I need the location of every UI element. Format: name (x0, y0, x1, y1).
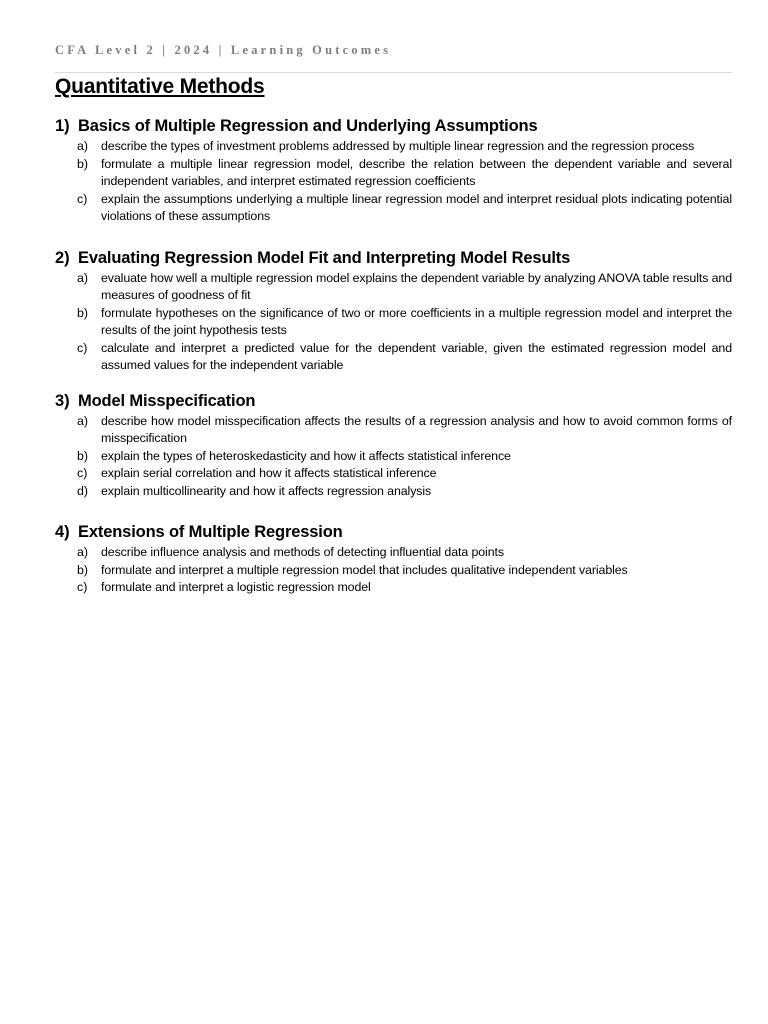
item-marker: c) (77, 191, 88, 206)
item-text: formulate hypotheses on the significance of two or more coefficients in a multiple regression model and interpret the results of the joint hypothesis tests (101, 305, 732, 337)
list-item (55, 138, 732, 156)
list-item (55, 544, 732, 562)
item-text: formulate and interpret a multiple regression model that includes qualitative independent variables (101, 562, 628, 577)
sections-list (55, 116, 732, 613)
item-marker: c) (77, 466, 88, 480)
outcome-list (55, 413, 732, 501)
item-text: calculate and interpret a predicted value for the dependent variable, given the estimated regression model and assumed values for the independent variable (101, 340, 732, 372)
section-number: 1) (55, 117, 70, 135)
list-item (55, 448, 732, 466)
section-number: 2) (55, 248, 70, 267)
list-item (55, 270, 732, 305)
item-marker: c) (77, 340, 88, 355)
item-text: describe the types of investment problems addressed by multiple linear regression and the regression process (101, 139, 695, 153)
running-header: CFA Level 2 | 2024 | Learning Outcomes (55, 43, 392, 57)
list-item (55, 340, 732, 375)
item-marker: b) (77, 562, 89, 577)
section-number: 3) (55, 391, 70, 410)
outcome-list (55, 270, 732, 375)
item-marker: d) (77, 483, 89, 498)
page-title: Quantitative Methods (55, 75, 265, 98)
item-marker: b) (77, 305, 89, 320)
list-item (55, 579, 732, 597)
item-text: explain serial correlation and how it affects statistical inference (101, 466, 437, 480)
list-item (55, 413, 732, 448)
section-title: Extensions of Multiple Regression (78, 523, 343, 541)
list-item (55, 191, 732, 226)
item-text: evaluate how well a multiple regression model explains the dependent variable by analyzing ANOVA table results and measures of goodness of fit (101, 270, 733, 302)
outcome-list (55, 544, 732, 597)
item-text: describe influence analysis and methods of detecting influential data points (101, 545, 504, 559)
section-title: Model Misspecification (78, 391, 256, 410)
item-text: describe how model misspecification affects the results of a regression analysis and how to avoid common forms of misspecification (101, 413, 732, 445)
item-text: explain the types of heteroskedasticity and how it affects statistical inference (101, 448, 511, 463)
header-divider (55, 72, 732, 73)
item-text: formulate and interpret a logistic regression model (101, 580, 371, 594)
list-item (55, 465, 732, 483)
list-item (55, 305, 732, 340)
section-3 (55, 391, 732, 501)
list-item (55, 483, 732, 501)
section-4 (55, 522, 732, 597)
item-text: explain multicollinearity and how it affects regression analysis (101, 483, 432, 498)
section-title: Basics of Multiple Regression and Underlying Assumptions (78, 117, 538, 135)
item-marker: b) (77, 156, 89, 171)
section-2 (55, 248, 732, 375)
section-heading (55, 116, 732, 136)
section-1 (55, 116, 732, 226)
item-marker: a) (77, 139, 89, 153)
section-heading (55, 248, 732, 268)
outcome-list (55, 138, 732, 226)
section-number: 4) (55, 523, 70, 541)
section-heading (55, 391, 732, 411)
item-marker: c) (77, 580, 88, 594)
section-heading (55, 522, 732, 542)
item-text: explain the assumptions underlying a multiple linear regression model and interpret residual plots indicating potential violations of these assumptions (101, 191, 732, 223)
list-item (55, 156, 732, 191)
item-text: formulate a multiple linear regression model, describe the relation between the dependent variable and several independent variables, and interpret estimated regression coefficients (101, 156, 732, 188)
item-marker: a) (77, 545, 89, 559)
section-title: Evaluating Regression Model Fit and Interpreting Model Results (78, 248, 571, 267)
item-marker: b) (77, 448, 89, 463)
item-marker: a) (77, 270, 89, 285)
list-item (55, 562, 732, 580)
item-marker: a) (77, 413, 89, 428)
